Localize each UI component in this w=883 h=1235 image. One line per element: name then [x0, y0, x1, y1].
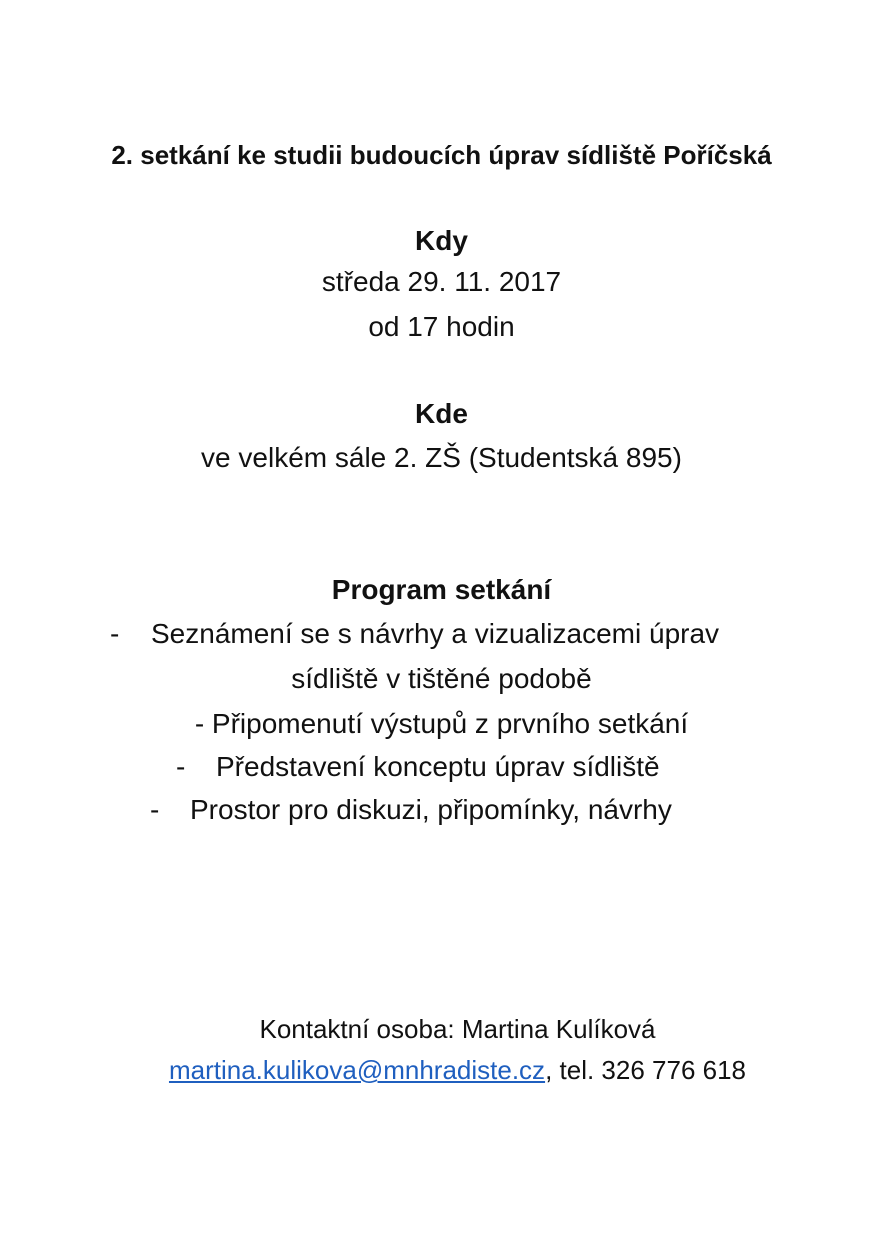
- program-item-continuation: sídliště v tištěné podobě: [291, 663, 592, 694]
- program-item-dash: -: [110, 618, 120, 649]
- contact-person: Kontaktní osoba: Martina Kulíková: [259, 1014, 656, 1044]
- when-time: od 17 hodin: [368, 311, 515, 342]
- program-item-dash: -: [176, 751, 186, 782]
- program-item-text: - Připomenutí výstupů z prvního setkání: [194, 708, 689, 739]
- page-title: 2. setkání ke studii budoucích úprav sídliště Poříčská: [111, 140, 772, 170]
- contact-phone: , tel. 326 776 618: [545, 1055, 747, 1085]
- when-heading: Kdy: [415, 225, 468, 256]
- contact-email-link[interactable]: martina.kulikova@mnhradiste.cz: [168, 1055, 546, 1085]
- where-place: ve velkém sále 2. ZŠ (Studentská 895): [201, 442, 682, 473]
- when-date: středa 29. 11. 2017: [321, 266, 562, 297]
- program-item-dash: -: [150, 794, 160, 825]
- program-item-text: Prostor pro diskuzi, připomínky, návrhy: [190, 794, 672, 825]
- program-heading: Program setkání: [331, 574, 552, 605]
- where-heading: Kde: [415, 398, 468, 429]
- program-item-text: Seznámení se s návrhy a vizualizacemi úprav: [151, 618, 720, 649]
- contact-line: [0, 1052, 883, 1088]
- program-item-text: Představení konceptu úprav sídliště: [216, 751, 660, 782]
